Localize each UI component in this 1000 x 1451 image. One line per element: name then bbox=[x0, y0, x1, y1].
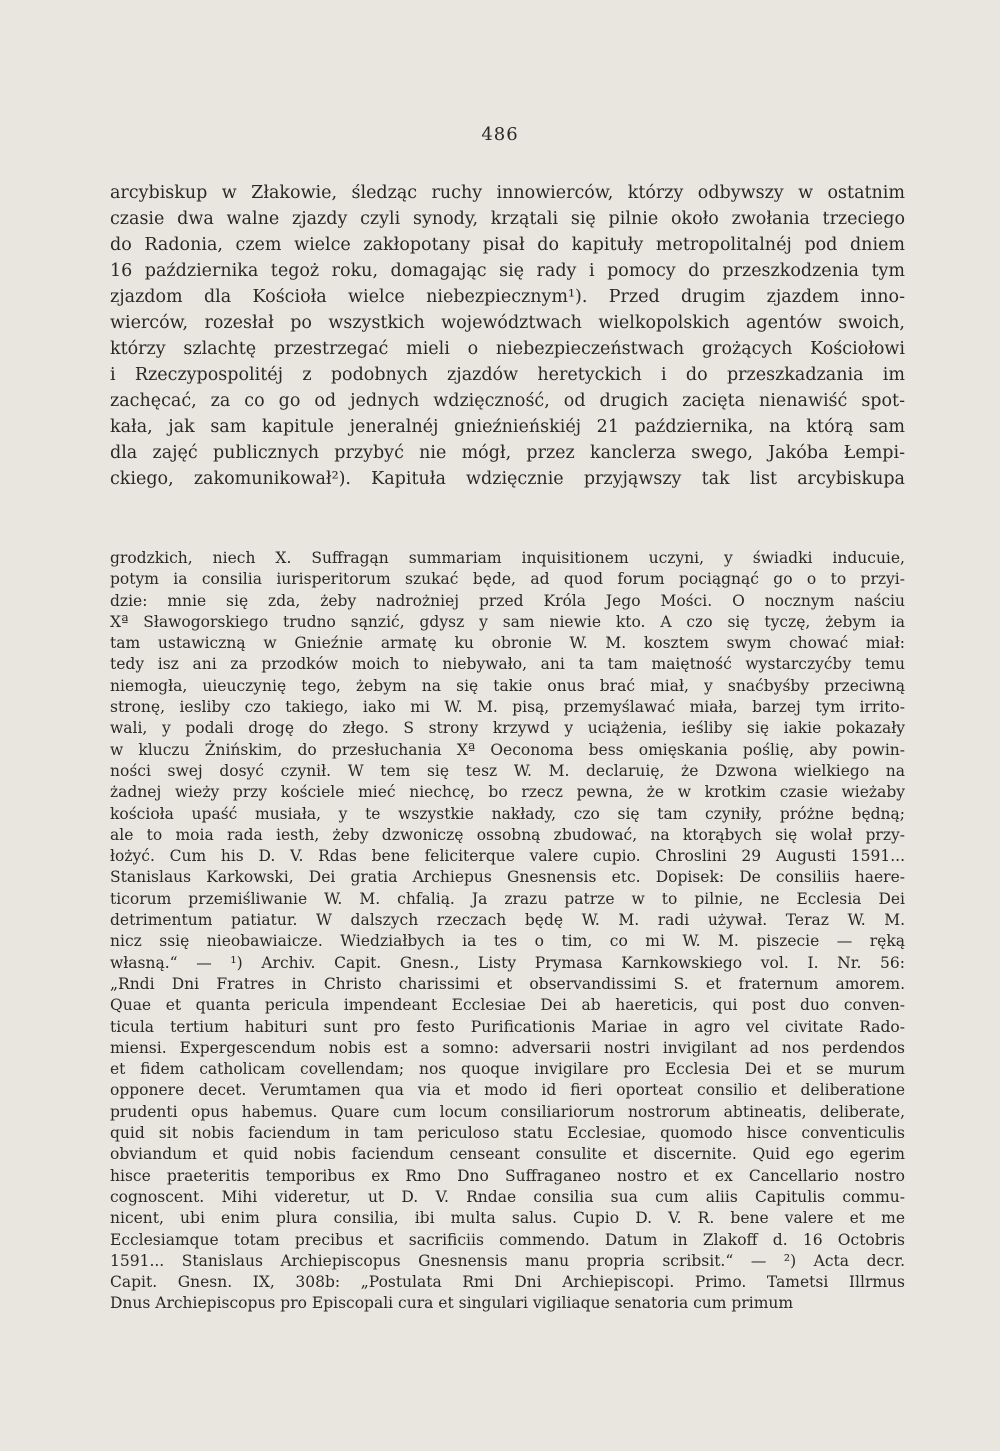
footnote-line: ności swej dosyć czynił. W tem się tesz W. M. declaruię, że Dzwona wielkiego na bbox=[110, 761, 905, 780]
footnotes bbox=[110, 548, 905, 1315]
footnote-line: wali, y podali drogę do złego. S strony krzywd y uciążenia, ieśliby się iakie pokazały bbox=[110, 719, 905, 738]
footnote-line: cognoscent. Mihi videretur, ut D. V. Rndae consilia sua cum aliis Capitulis commu- bbox=[110, 1187, 905, 1206]
footnote-line: niemogła, uieuczynię tego, żebym na się takie onus brać miał, y snaćbyśby przeciwną bbox=[110, 676, 905, 695]
footnote-line: w kluczu Żnińskim, do przesłuchania Xª Oeconoma bess omięskania poślię, aby powin- bbox=[110, 740, 905, 759]
footnote-line: et fidem catholicam covellendam; nos quoque invigilare pro Ecclesia Dei et se murum bbox=[110, 1060, 905, 1079]
footnote-line: nicz ssię nieobawiaicze. Wiedziałbych ia tes o tim, co mi W. M. piszecie — ręką bbox=[110, 932, 905, 951]
footnote-line: kościoła upaść musiała, y te wszystkie nakłady, czo się tam czyniły, próżne będną; bbox=[110, 804, 905, 823]
footnote-line: quid sit nobis faciendum in tam periculoso statu Ecclesiae, quomodo hisce conventiculis bbox=[110, 1124, 905, 1143]
footnote-line: obviandum et quid nobis faciendum censeant consulite et discernite. Quid ego egerim bbox=[110, 1145, 905, 1164]
footnote-line: opponere decet. Verumtamen qua via et modo id fieri oporteat consilio et deliberatione bbox=[110, 1081, 905, 1100]
main-line: kała, jak sam kapitule jeneralnéj gnieźnieńskiéj 21 października, na którą sam bbox=[110, 417, 905, 437]
footnote-line: Capit. Gnesn. IX, 308b: „Postulata Rmi Dni Archiepiscopi. Primo. Tametsi Illrmus bbox=[110, 1273, 905, 1292]
footnote-line: tam ustawiczną w Gnieźnie armatę ku obronie W. M. kosztem swym chować miał: bbox=[110, 634, 905, 653]
main-text bbox=[110, 180, 905, 492]
main-line: wierców, rozesłał po wszystkich województwach wielkopolskich agentów swoich, bbox=[110, 313, 905, 333]
footnote-line: „Rndi Dni Fratres in Christo charissimi et observandissimi S. et fraternum amorem. bbox=[110, 974, 905, 993]
footnote-line: tedy isz ani za przodków moich to niebywało, ani ta tam maiętność wystarczyćby temu bbox=[110, 655, 905, 674]
footnote-line: ticorum przemiśliwanie W. M. chfalią. Ja zrazu patrze w to pilnie, ne Ecclesia Dei bbox=[110, 889, 905, 908]
footnote-line: miensi. Expergescendum nobis est a somno: adversarii nostri invigilant ad nos perdendos bbox=[110, 1038, 905, 1057]
main-line: dla zajęć publicznych przybyć nie mógł, przez kanclerza swego, Jakóba Łempi- bbox=[110, 443, 905, 463]
main-line: do Radonia, czem wielce zakłopotany pisał do kapituły metropolitalnéj pod dniem bbox=[110, 235, 905, 255]
footnote-line: hisce praeteritis temporibus ex Rmo Dno Suffraganeo nostro et ex Cancellario nostro bbox=[110, 1166, 905, 1185]
footnote-line: ale to moia rada iesth, żeby dzwoniczę ossobną zbudować, na ktorąbych się wolał przy- bbox=[110, 825, 905, 844]
footnote-line: dzie: mnie się zda, żeby nadrożniej przed Króla Jego Mości. O nocznym naściu bbox=[110, 591, 905, 610]
footnote-line: stronę, iesliby czo takiego, iako mi W. M. pisą, przemyślawać miała, barzej tym irrito- bbox=[110, 698, 905, 717]
main-line: arcybiskup w Złakowie, śledząc ruchy innowierców, którzy odbywszy w ostatnim bbox=[110, 183, 905, 203]
footnote-line: prudenti opus habemus. Quare cum locum consiliariorum nostrorum abtineatis, deliberate, bbox=[110, 1102, 905, 1121]
footnote-line: 1591... Stanislaus Archiepiscopus Gnesnensis manu propria scribsit.“ — ²) Acta decr. bbox=[110, 1251, 905, 1270]
main-line: i Rzeczypospolitéj z podobnych zjazdów heretyckich i do przeszkadzania im bbox=[110, 365, 905, 385]
footnote-line: żadnej wieży przy kościele mieć niechcę, bo rzecz pewna, że w krotkim czasie wieżaby bbox=[110, 783, 905, 802]
footnote-line: Ecclesiamque totam precibus et sacrificiis commendo. Datum in Zlakoff d. 16 Octobris bbox=[110, 1230, 905, 1249]
main-line: czasie dwa walne zjazdy czyli synody, krzątali się pilnie około zwołania trzeciego bbox=[110, 209, 905, 229]
footnote-line: Stanislaus Karkowski, Dei gratia Archiepus Gnesnensis etc. Dopisek: De consiliis haere- bbox=[110, 868, 905, 887]
footnote-line: ticula tertium habituri sunt pro festo Purificationis Mariae in agro vel civitate Rado- bbox=[110, 1017, 905, 1036]
footnote-line: łożyć. Cum his D. V. Rdas bene feliciterque valere cupio. Chroslini 29 Augusti 1591... bbox=[110, 847, 905, 866]
footnote-line: grodzkich, niech X. Suffragąn summariam inquisitionem uczyni, y świadki inducuie, bbox=[110, 549, 905, 567]
footnote-line: nicent, ubi enim plura consilia, ibi multa salus. Cupio D. V. R. bene valere et me bbox=[110, 1209, 905, 1228]
page-number: 486 bbox=[481, 124, 519, 145]
footnote-line: Dnus Archiepiscopus pro Episcopali cura et singulari vigiliaque senatoria cum primum bbox=[110, 1294, 794, 1313]
footnote-line: własną.“ — ¹) Archiv. Capit. Gnesn., Listy Prymasa Karnkowskiego vol. I. Nr. 56: bbox=[110, 953, 905, 972]
main-line: 16 października tegoż roku, domagając się rady i pomocy do przeszkodzenia tym bbox=[110, 261, 905, 281]
footnote-line: detrimentum patiatur. W dalszych rzeczach będę W. M. radi używał. Teraz W. M. bbox=[110, 911, 905, 930]
main-line: zachęcać, za co go od jednych wdzięczność, od drugich zacięta nienawiść spot- bbox=[110, 391, 905, 411]
main-line: którzy szlachtę przestrzegać mieli o niebezpieczeństwach grożących Kościołowi bbox=[110, 339, 905, 359]
footnote-line: potym ia consilia iurisperitorum szukać będe, ad quod forum pociągnąć go o to przyi- bbox=[110, 570, 905, 589]
footnote-line: Quae et quanta pericula impendeant Ecclesiae Dei ab haereticis, qui post duo conven- bbox=[110, 996, 905, 1015]
main-line: ckiego, zakomunikował²). Kapituła wdzięcznie przyjąwszy tak list arcybiskupa bbox=[110, 469, 905, 489]
footnote-line: Xª Sławogorskiego trudno sąnzić, gdysz y sam niewie kto. A czo się tyczę, żebym ia bbox=[110, 612, 905, 631]
main-line: zjazdom dla Kościoła wielce niebezpiecznym¹). Przed drugim zjazdem inno- bbox=[110, 287, 905, 307]
